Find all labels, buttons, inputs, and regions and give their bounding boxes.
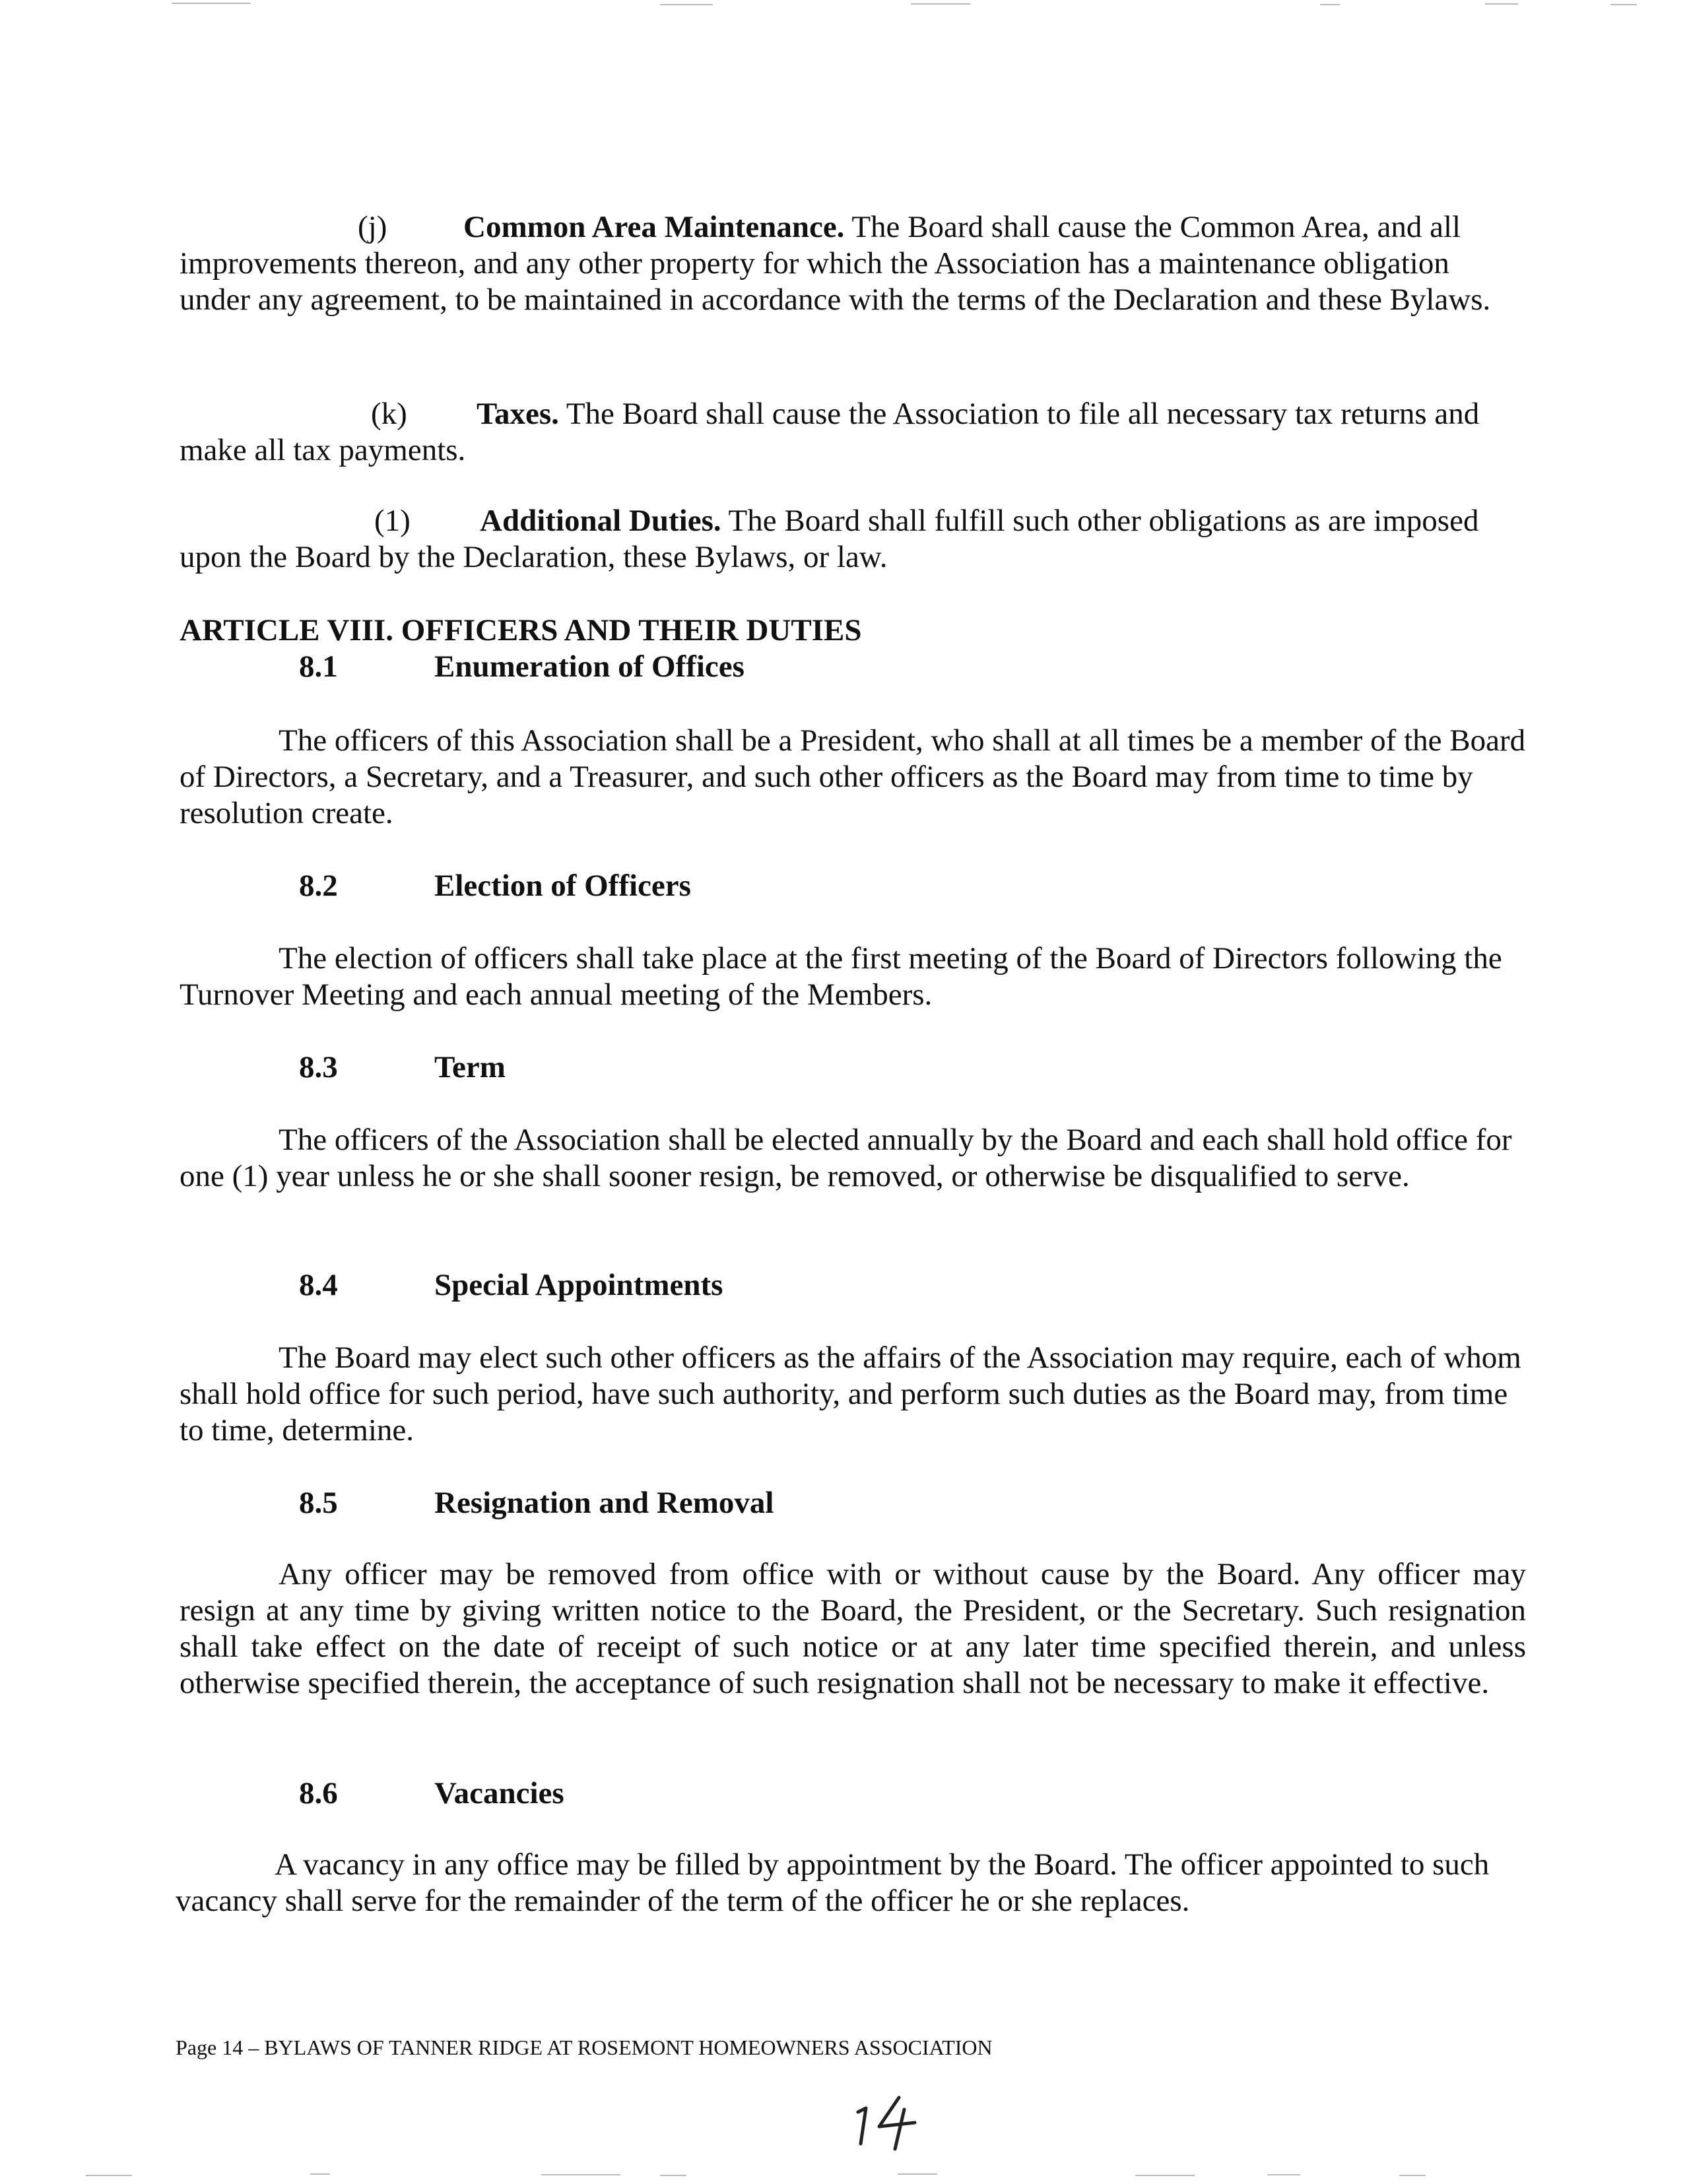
scan-edge-top: [0, 0, 1689, 13]
subsection-label: (k): [371, 397, 407, 431]
section-body-text: The election of officers shall take place at the first meeting of the Board of Directors following the Turnover Meeting and each annual meeting of the Members.: [180, 941, 1502, 1012]
section-title: Election of Officers: [434, 869, 691, 903]
subsection-j: [180, 209, 1526, 318]
subsection-label: (j): [358, 210, 387, 244]
section-body-8-5: [180, 1556, 1526, 1702]
subsection-title: Additional Duties.: [480, 504, 721, 538]
section-heading-8-1: [299, 649, 745, 685]
article-heading: ARTICLE VIII. OFFICERS AND THEIR DUTIES: [180, 613, 862, 647]
subsection-text: The Board shall cause the Common Area,: [851, 210, 1370, 244]
subsection-title: Taxes.: [477, 397, 559, 431]
subsection-k: [180, 396, 1526, 469]
subsection-title: Common Area Maintenance.: [463, 210, 845, 244]
page-footer: Page 14 – BYLAWS OF TANNER RIDGE AT ROSEMONT HOMEOWNERS ASSOCIATION: [176, 2035, 993, 2059]
section-body-text: Any officer may be removed from office with or without cause by the Board. Any officer may resign at any time by giving written notice to the Board, the President, or the Secretary. Such resignation shall take effect on the date of receipt of such notice or at any later time specified therein, and unless otherwise specified therein, the acceptance of such resignation shall not be necessary to make it effective.: [180, 1557, 1526, 1700]
subsection-text-rest: and all improvements thereon, and any other property for which the Association has a maintenance obligation under any agreement, to be maintained in accordance with the terms of the Declaration and these Bylaws.: [180, 210, 1491, 317]
section-title: Special Appointments: [434, 1268, 723, 1302]
section-body-8-2: [180, 941, 1526, 1013]
section-body-text: The officers of this Association shall be a President, who shall at all times be a member of the Board of Directors, a Secretary, and a Treasurer, and such other officers as the Board may from time to time by resolution create.: [180, 723, 1526, 830]
section-body-8-1: [180, 723, 1526, 832]
section-number: 8.5: [299, 1486, 338, 1520]
subsection-text-rest: returns and make all tax payments.: [180, 397, 1480, 467]
section-body-8-6: [176, 1847, 1522, 1919]
section-heading-8-2: [299, 868, 691, 904]
section-heading-8-3: [299, 1049, 506, 1086]
section-number: 8.1: [299, 649, 338, 684]
section-title: Term: [434, 1050, 506, 1084]
scan-edge-bottom: [0, 2158, 1689, 2184]
subsection-label: (1): [374, 504, 411, 538]
section-body-text: The Board may elect such other officers as the affairs of the Association may require, each of whom shall hold office for such period, have such authority, and perform such duties as the Board may, from time to time, determine.: [180, 1340, 1521, 1447]
subsection-text: The Board shall fulfill such other obligations as are: [728, 504, 1366, 538]
section-number: 8.6: [299, 1776, 338, 1810]
subsection-text-rest: imposed upon the Board by the Declaration, these Bylaws, or law.: [180, 504, 1479, 574]
section-body-8-4: [180, 1340, 1526, 1449]
section-body-8-3: [180, 1122, 1526, 1195]
section-heading-8-5: [299, 1485, 774, 1521]
section-number: 8.4: [299, 1268, 338, 1302]
handwritten-page-number: [851, 2092, 931, 2152]
section-title: Resignation and Removal: [434, 1486, 774, 1520]
section-title: Enumeration of Offices: [434, 649, 745, 684]
subsection-l: [180, 503, 1526, 576]
section-number: 8.2: [299, 869, 338, 903]
section-body-text: A vacancy in any office may be filled by appointment by the Board. The officer appointed to such vacancy shall serve for the remainder of the term of the officer he or she replaces.: [176, 1847, 1490, 1918]
section-heading-8-4: [299, 1267, 723, 1304]
subsection-text: The Board shall cause the Association to file all necessary tax: [566, 397, 1333, 431]
section-heading-8-6: [299, 1775, 564, 1812]
section-number: 8.3: [299, 1050, 338, 1084]
section-title: Vacancies: [434, 1776, 564, 1810]
section-body-text: The officers of the Association shall be elected annually by the Board and each shall hold office for one (1) year unless he or she shall sooner resign, be removed, or otherwise be disqualified to serve.: [180, 1123, 1512, 1193]
